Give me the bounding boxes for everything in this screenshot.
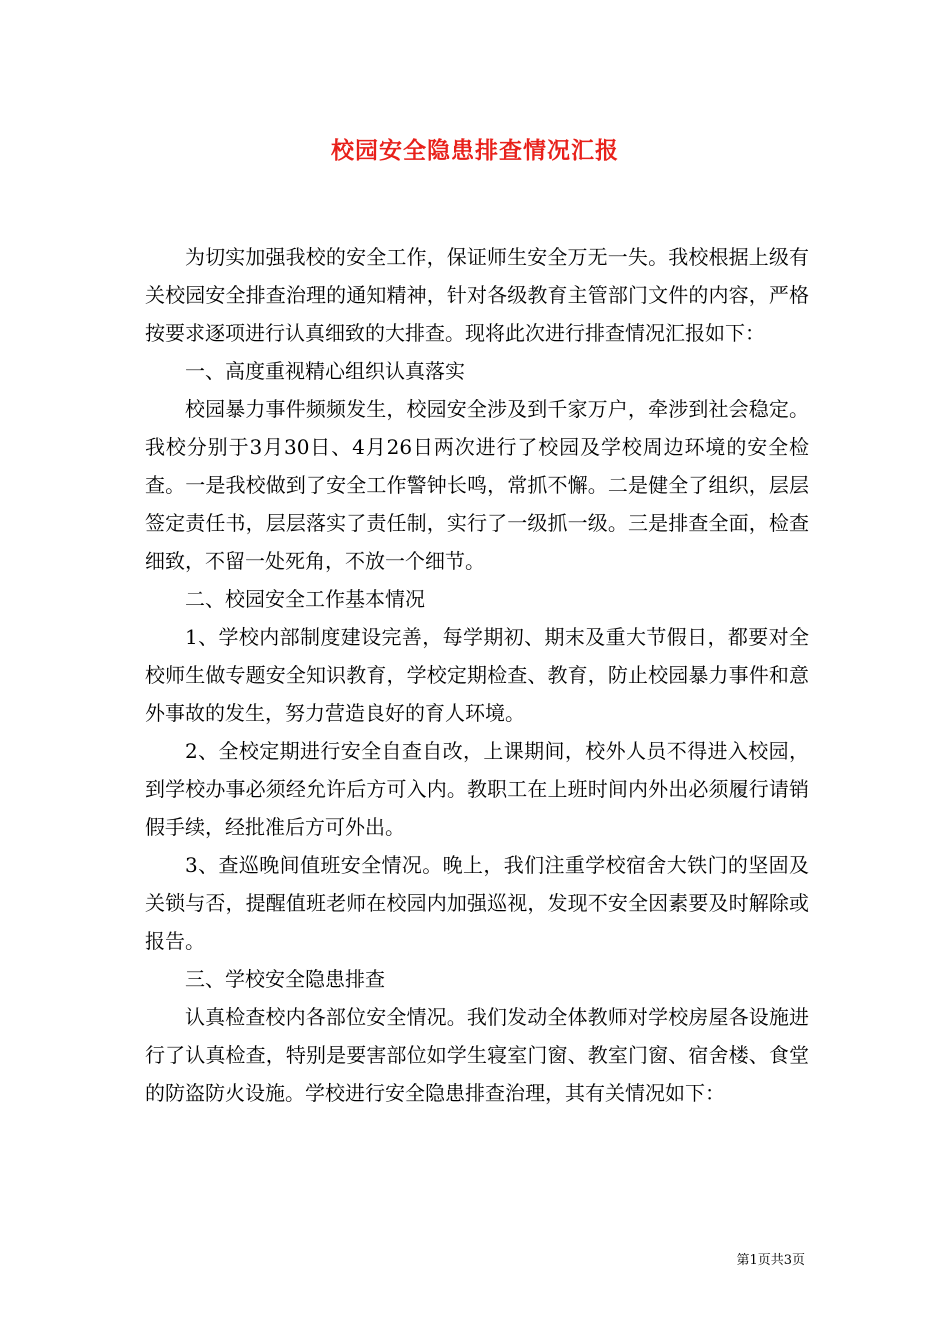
paragraph-item-1: 1、学校内部制度建设完善，每学期初、期末及重大节假日，都要对全校师生做专题安全知识教育，学校定期检查、教育，防止校园暴力事件和意外事故的发生，努力营造良好的育人环境。 [145, 625, 809, 725]
section-heading-1: 一、高度重视精心组织认真落实 [185, 359, 465, 383]
page-number-footer: 第1页共3页 [736, 1253, 805, 1268]
section-heading-3: 三、学校安全隐患排查 [185, 967, 385, 991]
document-body [145, 238, 809, 1112]
paragraph-item-3: 3、查巡晚间值班安全情况。晚上，我们注重学校宿舍大铁门的坚固及关锁与否，提醒值班老师在校园内加强巡视，发现不安全因素要及时解除或报告。 [145, 853, 809, 953]
paragraph-section-1: 校园暴力事件频频发生，校园安全涉及到千家万户，牵涉到社会稳定。我校分别于3月30日、4月26日两次进行了校园及学校周边环境的安全检查。一是我校做到了安全工作警钟长鸣，常抓不懈。二是健全了组织，层层签定责任书，层层落实了责任制，实行了一级抓一级。三是排查全面，检查细致，不留一处死角，不放一个细节。 [145, 397, 809, 573]
paragraph-intro: 为切实加强我校的安全工作，保证师生安全万无一失。我校根据上级有关校园安全排查治理的通知精神，针对各级教育主管部门文件的内容，严格按要求逐项进行认真细致的大排查。现将此次进行排查情况汇报如下： [145, 245, 809, 345]
section-heading-2: 二、校园安全工作基本情况 [185, 587, 425, 611]
paragraph-section-3: 认真检查校内各部位安全情况。我们发动全体教师对学校房屋各设施进行了认真检查，特别是要害部位如学生寝室门窗、教室门窗、宿舍楼、食堂的防盗防火设施。学校进行安全隐患排查治理，其有关情况如下： [145, 1005, 809, 1105]
paragraph-item-2: 2、全校定期进行安全自查自改，上课期间，校外人员不得进入校园，到学校办事必须经允许后方可入内。教职工在上班时间内外出必须履行请销假手续，经批准后方可外出。 [145, 739, 809, 839]
page-title: 校园安全隐患排查情况汇报 [331, 137, 619, 164]
